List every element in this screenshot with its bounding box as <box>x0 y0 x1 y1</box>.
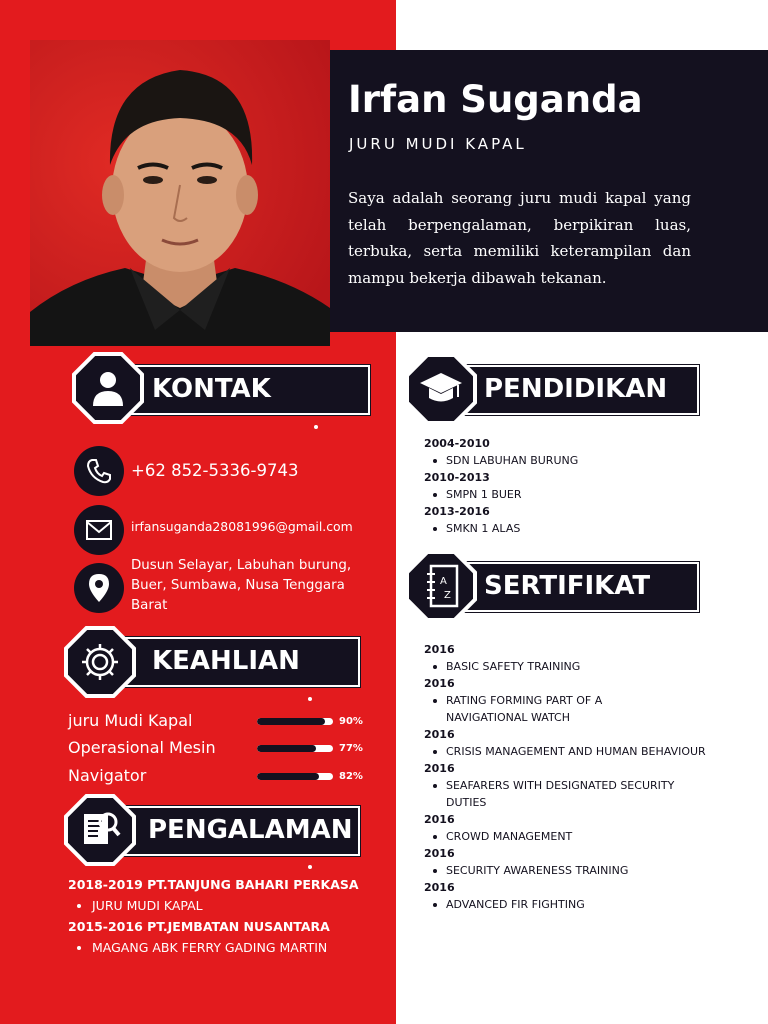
skill-percent: 90% <box>339 716 363 727</box>
person-name: Irfan Suganda <box>348 78 643 121</box>
kontak-banner <box>70 352 370 428</box>
certificate-year: 2016 <box>424 762 455 775</box>
address-line: Buer, Sumbawa, Nusa Tenggara <box>131 578 345 593</box>
skill-bar <box>257 745 333 752</box>
keahlian-banner <box>64 626 364 702</box>
experience-item: • MAGANG ABK FERRY GADING MARTIN <box>92 937 368 958</box>
profile-photo <box>30 40 330 346</box>
experience-heading: 2015-2016 PT.JEMBATAN NUSANTARA <box>68 919 330 934</box>
pengalaman-title: PENGALAMAN <box>148 815 353 845</box>
address-line: Barat <box>131 598 168 613</box>
certificate-item: ADVANCED FIR FIGHTING <box>424 896 744 913</box>
gear-icon <box>78 640 122 688</box>
certificate-year: 2016 <box>424 881 455 894</box>
skill-bar <box>257 773 333 780</box>
certificate-year: 2016 <box>424 677 455 690</box>
sertifikat-banner <box>405 550 705 626</box>
education-item: SDN LABUHAN BURUNG <box>424 452 744 469</box>
education-item: SMPN 1 BUER <box>424 486 744 503</box>
skill-percent: 77% <box>339 743 363 754</box>
certificate-year: 2016 <box>424 643 455 656</box>
skill-bar <box>257 718 333 725</box>
certificate-list <box>424 641 744 913</box>
certificate-item: SEAFARERS WITH DESIGNATED SECURITY DUTIES <box>424 777 676 811</box>
kontak-title: KONTAK <box>152 374 271 404</box>
document-search-icon <box>80 808 122 854</box>
email-address[interactable]: irfansuganda28081996@gmail.com <box>131 519 353 534</box>
skill-label: juru Mudi Kapal <box>68 711 193 730</box>
location-pin-icon <box>74 563 124 613</box>
phone-icon <box>74 446 124 496</box>
pengalaman-banner <box>64 794 364 870</box>
pendidikan-banner <box>405 353 705 429</box>
certificate-item: SECURITY AWARENESS TRAINING <box>424 862 744 879</box>
keahlian-title: KEAHLIAN <box>152 646 300 676</box>
graduation-cap-icon <box>418 371 464 411</box>
sertifikat-title: SERTIFIKAT <box>484 571 651 601</box>
person-icon <box>90 369 126 411</box>
experience-heading: 2018-2019 PT.TANJUNG BAHARI PERKASA <box>68 877 359 892</box>
skill-bar-fill <box>257 718 325 725</box>
experience-item: • JURU MUDI KAPAL <box>92 895 368 916</box>
education-year: 2010-2013 <box>424 471 490 484</box>
svg-text:Z: Z <box>444 590 451 601</box>
education-list <box>424 435 744 537</box>
certificate-year: 2016 <box>424 813 455 826</box>
address-line: Dusun Selayar, Labuhan burung, <box>131 558 352 573</box>
skill-percent: 82% <box>339 771 363 782</box>
profile-summary: Saya adalah seorang juru mudi kapal yang telah berpengalaman, berpikiran luas, terbuka, serta memiliki keterampilan dan mampu bekerja dibawah tekanan. <box>348 189 691 287</box>
experience-list <box>68 874 368 958</box>
certificate-item: BASIC SAFETY TRAINING <box>424 658 744 675</box>
certificate-year: 2016 <box>424 847 455 860</box>
phone-number[interactable]: +62 852-5336-9743 <box>131 461 299 480</box>
certificate-year: 2016 <box>424 728 455 741</box>
job-title: JURU MUDI KAPAL <box>349 135 527 153</box>
certificate-item: RATING FORMING PART OF A NAVIGATIONAL WATCH <box>424 692 656 726</box>
svg-text:A: A <box>440 576 447 587</box>
pendidikan-title: PENDIDIKAN <box>484 374 668 404</box>
skill-label: Operasional Mesin <box>68 738 216 757</box>
skill-label: Navigator <box>68 766 147 785</box>
skill-bar-fill <box>257 773 319 780</box>
certificate-item: CROWD MANAGEMENT <box>424 828 744 845</box>
address <box>131 556 351 616</box>
education-year: 2004-2010 <box>424 437 490 450</box>
certificate-item: CRISIS MANAGEMENT AND HUMAN BEHAVIOUR <box>424 743 706 760</box>
education-year: 2013-2016 <box>424 505 490 518</box>
skill-bar-fill <box>257 745 316 752</box>
address-book-az-icon <box>425 564 459 612</box>
envelope-icon <box>74 505 124 555</box>
education-item: SMKN 1 ALAS <box>424 520 744 537</box>
